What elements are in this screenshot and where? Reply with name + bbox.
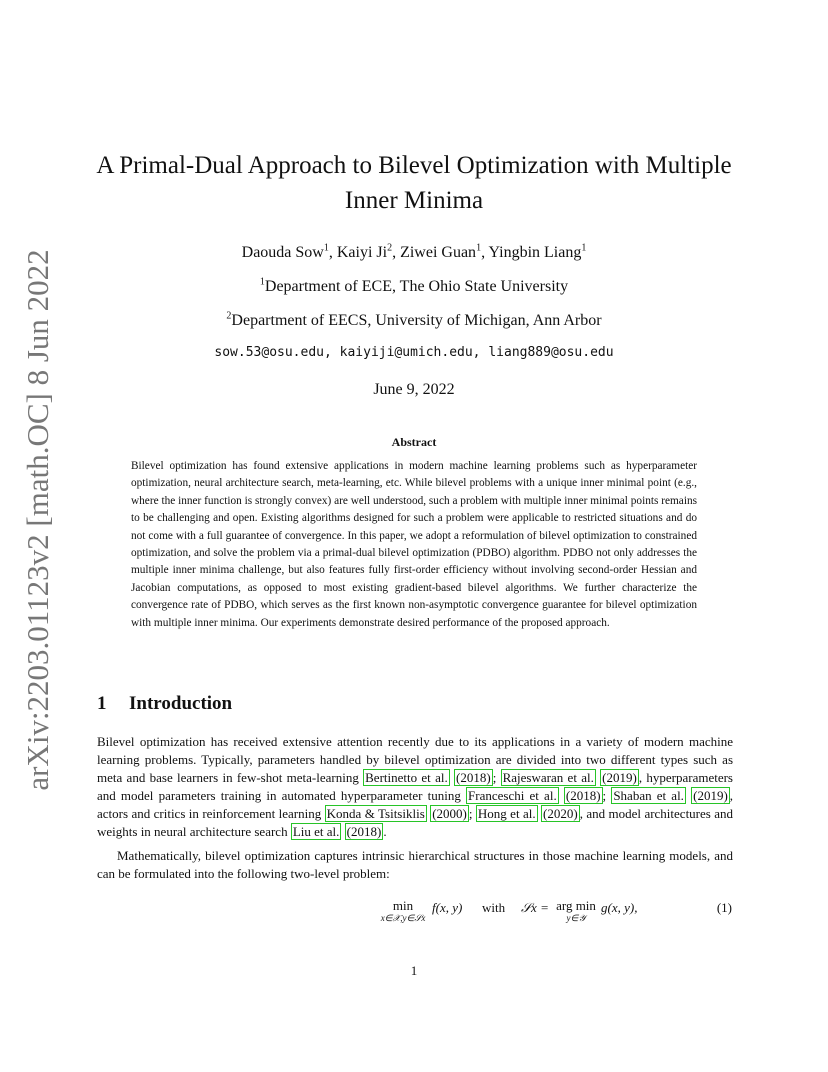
citation-link[interactable]: Franceschi et al. xyxy=(468,788,557,803)
min-subscript: x∈𝒳,y∈𝒮x xyxy=(380,913,426,923)
equation-connector: with xyxy=(482,900,506,915)
argmin-symbol: arg min xyxy=(556,898,596,913)
abstract-text: Bilevel optimization has found extensive applications in modern machine learning problems such as hyperparameter optimization, neural architecture search, meta-learning, etc. While bilevel problems with a unique inner minimal point (e.g., where the inner function is strongly convex) are well understood, such a problem with multiple inner minimal points remains to be challenging and open. Existing algorithms designed for such a problem were applicable to restricted situations and do not come with a full guarantee of convergence. In this paper, we adopt a reformulation of bilevel optimization to constrained optimization, and solve the problem via a primal-dual bilevel optimization (PDBO) algorithm. PDBO not only addresses the multiple inner minima challenge, but also features fully first-order efficiency without involving second-order Hessian and Jacobian computations, as opposed to most existing gradient-based bilevel algorithms. We further characterize the convergence rate of PDBO, which serves as the first known non-asymptotic convergence guarantee for bilevel optimization with multiple inner minima. Our experiments demonstrate desired performance of the proposed approach. xyxy=(131,460,697,629)
body-text: . xyxy=(383,824,387,839)
author-list: Daouda Sow$^1$, Kaiyi Ji$^2$, Ziwei Guan$^1$, Yingbin Liang$^1$ xyxy=(241,242,587,261)
citation-link[interactable]: Hong et al. xyxy=(477,806,536,821)
affiliation-marker: 1 xyxy=(323,242,329,254)
section-number: 1 xyxy=(97,693,107,714)
citation-link[interactable]: Rajeswaran et al. xyxy=(502,770,594,785)
citation-link[interactable]: Bertinetto et al. xyxy=(365,770,448,785)
author-name: Daouda Sow xyxy=(241,244,324,261)
affiliation-marker: 1 xyxy=(259,276,265,288)
citation-year-link[interactable]: (2019) xyxy=(602,770,637,785)
citation-year-link[interactable]: (2018) xyxy=(456,770,491,785)
solution-set-symbol: 𝒮x = xyxy=(521,900,549,915)
affiliation-marker: 2 xyxy=(226,310,232,322)
paper-title: A Primal-Dual Approach to Bilevel Optimization with Multiple Inner Minima xyxy=(96,152,732,214)
objective-function: f(x, y) xyxy=(432,900,463,915)
publication-date: June 9, 2022 xyxy=(373,381,455,398)
abstract-heading: Abstract xyxy=(391,435,437,449)
author-name: Kaiyi Ji xyxy=(336,244,388,261)
equation-number: (1) xyxy=(716,900,732,915)
intro-paragraph-1 xyxy=(97,733,733,841)
citation-link[interactable]: Liu et al. xyxy=(292,824,340,839)
affiliation-marker: 2 xyxy=(387,242,393,254)
argmin-operator xyxy=(553,899,599,923)
body-text: ; xyxy=(468,806,476,821)
min-operator xyxy=(376,899,430,923)
body-text: , hyperparameters and model parameters training in automated hyperparameter tuning xyxy=(97,770,733,803)
citation-year-link[interactable]: (2019) xyxy=(693,788,728,803)
body-text: ; xyxy=(602,788,612,803)
affiliation-2 xyxy=(96,312,732,330)
citation-year-link[interactable]: (2020) xyxy=(543,806,578,821)
argmin-subscript: y∈𝒴 xyxy=(566,913,586,923)
arxiv-identifier-stamp xyxy=(18,249,58,791)
author-name: Ziwei Guan xyxy=(400,244,477,261)
citation-link[interactable]: Konda & Tsitsiklis xyxy=(326,806,425,821)
body-text: , and model architectures and weights in neural architecture search xyxy=(97,806,734,839)
citation-link[interactable]: Shaban et al. xyxy=(613,788,684,803)
affiliation-marker: 1 xyxy=(476,242,482,254)
body-text: , actors and critics in reinforcement learning xyxy=(97,788,734,821)
affiliation-text: Department of EECS, University of Michigan, Ann Arbor xyxy=(231,312,602,329)
affiliation-marker: 1 xyxy=(581,242,587,254)
citation-year-link[interactable]: (2018) xyxy=(565,788,601,803)
section-heading xyxy=(97,693,232,715)
citation-year-link[interactable]: (2018) xyxy=(346,824,382,839)
page-number: 1 xyxy=(410,963,418,978)
citation-year-link[interactable]: (2000) xyxy=(432,806,467,821)
body-text: ; xyxy=(492,770,501,785)
body-text: Bilevel optimization has received extensive attention recently due to its applications in a variety of modern machine learning problems. Typically, parameters handled by bilevel optimization are divided into two different types such as meta and base learners in few-shot meta-learning xyxy=(97,734,733,785)
arxiv-id-text: arXiv:2203.01123v2 [math.OC] 8 Jun 2022 xyxy=(20,249,55,791)
intro-paragraph-2: Mathematically, bilevel optimization captures intrinsic hierarchical structures in those machine learning models, and can be formulated into the following two-level problem: xyxy=(97,848,733,881)
inner-function: g(x, y), xyxy=(601,900,638,915)
affiliation-text: Department of ECE, The Ohio State University xyxy=(264,278,569,295)
author-emails: sow.53@osu.edu, kaiyiji@umich.edu, liang889@osu.edu xyxy=(214,345,614,360)
equation-1 xyxy=(96,896,732,930)
min-symbol: min xyxy=(392,898,414,913)
author-name: Yingbin Liang xyxy=(488,244,582,261)
section-title: Introduction xyxy=(129,693,233,714)
affiliation-1 xyxy=(96,278,732,296)
